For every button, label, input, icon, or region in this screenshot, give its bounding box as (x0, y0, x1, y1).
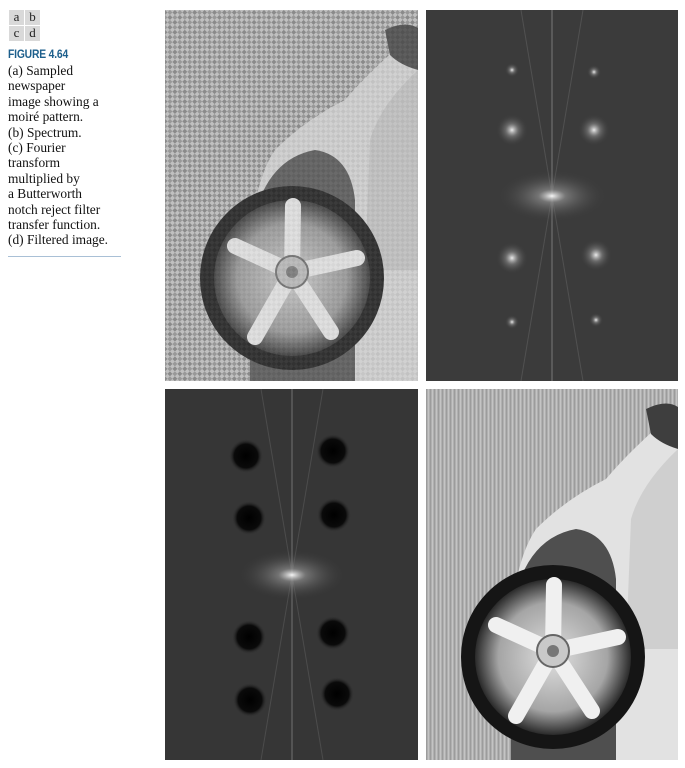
panel-label-a: a (9, 10, 24, 25)
panel-label-c: c (9, 26, 24, 41)
car-image-filtered (426, 389, 678, 760)
caption-line: (b) Spectrum. (8, 124, 82, 140)
caption-line: (a) Sampled (8, 63, 74, 78)
caption-divider (8, 256, 121, 257)
figure-caption (8, 63, 126, 248)
panel-c-filtered-spectrum (165, 389, 418, 760)
caption-line: image showing a (8, 93, 99, 109)
caption-line: transform (8, 155, 61, 171)
caption-line: transfer function. (8, 217, 101, 233)
spectrum-image (426, 10, 678, 381)
panel-d-filtered-image (426, 389, 678, 760)
filtered-spectrum-image (165, 389, 418, 760)
caption-line: moiré pattern. (8, 109, 84, 125)
panel-label-grid (9, 10, 40, 41)
car-image-moire (165, 10, 418, 381)
caption-line: (d) Filtered image. (8, 232, 109, 248)
panel-label-b: b (25, 10, 40, 25)
caption-line: newspaper (8, 78, 66, 94)
caption-line: notch reject filter (8, 201, 101, 217)
figure-title: FIGURE 4.64 (8, 47, 69, 61)
panel-label-d: d (25, 26, 40, 41)
panel-b-spectrum (426, 10, 678, 381)
caption-line: a Butterworth (8, 186, 83, 202)
panel-a-sampled-image (165, 10, 418, 381)
caption-line: (c) Fourier (8, 140, 66, 156)
caption-line: multiplied by (8, 170, 80, 186)
